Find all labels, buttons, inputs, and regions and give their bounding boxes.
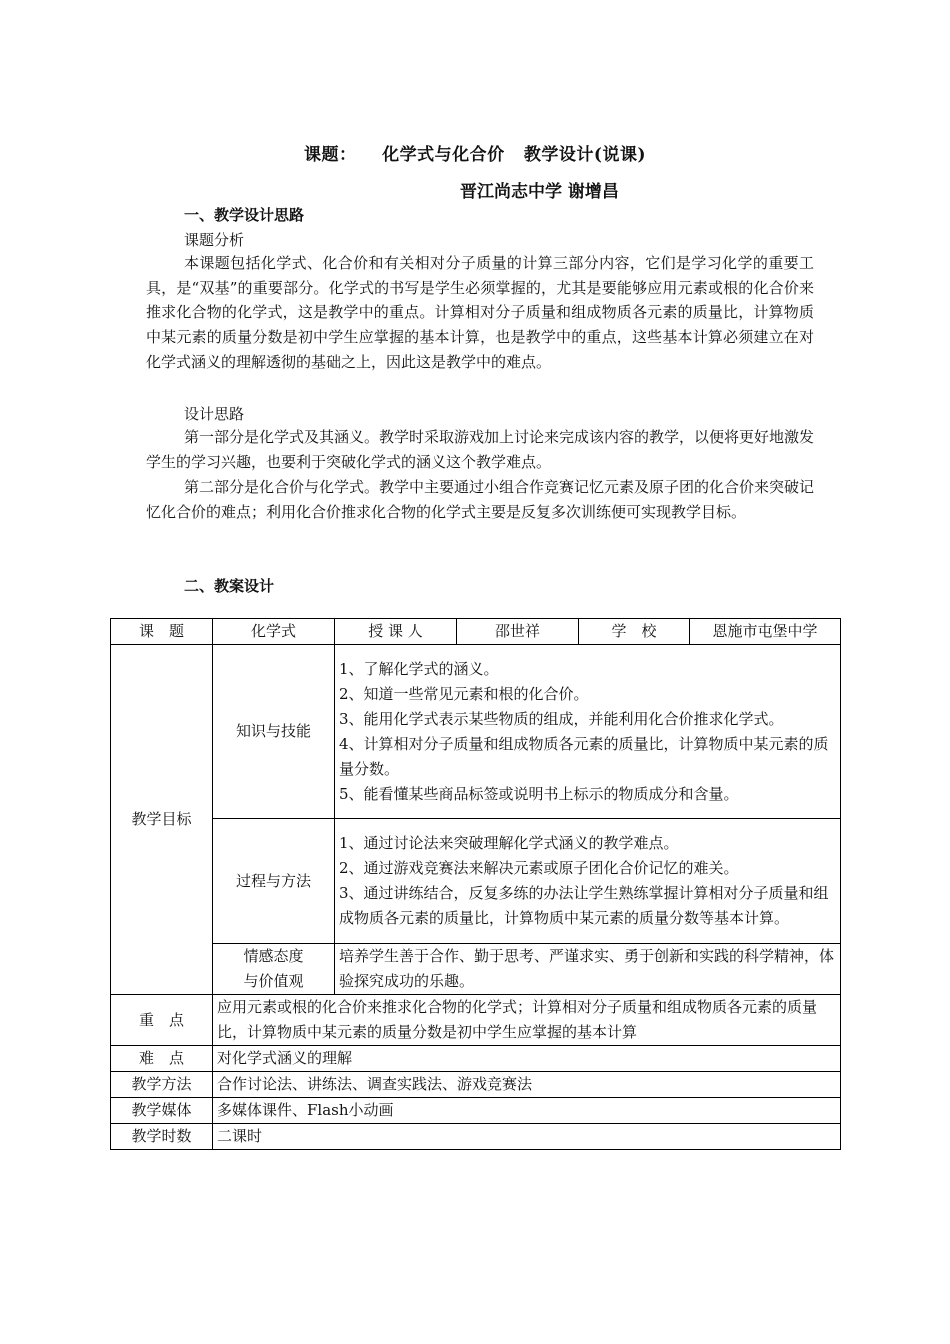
table-row-hours (111, 1124, 841, 1150)
media-label: 教学媒体 (111, 1098, 213, 1124)
table-row-emotion (111, 944, 841, 995)
table-row-header (111, 619, 841, 645)
list-item: 3、能用化学式表示某些物质的组成，并能利用化合价推求化学式。 (339, 709, 784, 728)
emotion-text: 培养学生善于合作、勤于思考、严谨求实、勇于创新和实践的科学精神，体验探究成功的乐趣。 (335, 944, 841, 995)
list-item: 4、计算相对分子质量和组成物质各元素的质量比，计算物质中某元素的质量分数。 (339, 734, 829, 778)
list-item: 2、知道一些常见元素和根的化合价。 (339, 684, 589, 703)
list-item: 1、通过讨论法来突破理解化学式涵义的教学难点。 (339, 834, 679, 852)
process-list (335, 819, 841, 944)
process-label: 过程与方法 (213, 819, 335, 944)
topic-value: 化学式 (213, 619, 335, 645)
table-row-process (111, 819, 841, 944)
section1-heading: 一、教学设计思路 (184, 206, 305, 224)
table-row-difficulty (111, 1046, 841, 1072)
knowledge-list (335, 645, 841, 819)
list-item: 3、通过讲练结合，反复多练的办法让学生熟练掌握计算相对分子质量和组成物质各元素的质量比，计算物质中某元素的质量分数等基本计算。 (339, 884, 829, 927)
method-text: 合作讨论法、讲练法、调查实践法、游戏竞赛法 (213, 1072, 841, 1098)
teacher-label: 授 课 人 (335, 619, 457, 645)
page-title: 课题： 化学式与化合价 教学设计(说课) (303, 145, 646, 165)
teacher-value: 邵世祥 (457, 619, 579, 645)
author-line: 晋江尚志中学 谢增昌 (460, 182, 619, 202)
key-point-label: 重 点 (111, 995, 213, 1046)
analysis-paragraph: 本课题包括化学式、化合价和有关相对分子质量的计算三部分内容，它们是学习化学的重要工具，是“双基”的重要部分。化学式的书写是学生必须掌握的，尤其是要能够应用元素或根的化合价来推求化合物的化学式，这是教学中的重点。计算相对分子质量和组成物质各元素的质量比，计算物质中某元素的质量分数是初中学生应掌握的基本计算，也是教学中的重点，这些基本计算必须建立在对化学式涵义的理解透彻的基础之上，因此这是教学中的难点。 (146, 254, 814, 371)
section2-heading: 二、教案设计 (184, 577, 275, 595)
key-point-text: 应用元素或根的化合价来推求化合物的化学式；计算相对分子质量和组成物质各元素的质量比，计算物质中某元素的质量分数是初中学生应掌握的基本计算 (213, 995, 841, 1046)
table-row-media (111, 1098, 841, 1124)
emotion-label-line1: 情感态度 (243, 947, 304, 965)
school-label: 学 校 (579, 619, 690, 645)
objectives-label: 教学目标 (111, 645, 213, 995)
media-text: 多媒体课件、Flash小动画 (213, 1098, 841, 1124)
emotion-label (213, 944, 335, 995)
table-row-key-point (111, 995, 841, 1046)
list-item: 1、了解化学式的涵义。 (339, 659, 499, 678)
emotion-label-line2: 与价值观 (243, 972, 304, 990)
list-item: 2、通过游戏竞赛法来解决元素或原子团化合价记忆的难关。 (339, 859, 739, 877)
difficulty-text: 对化学式涵义的理解 (213, 1046, 841, 1072)
design-label: 设计思路 (184, 405, 245, 423)
hours-label: 教学时数 (111, 1124, 213, 1150)
difficulty-label: 难 点 (111, 1046, 213, 1072)
hours-text: 二课时 (213, 1124, 841, 1150)
list-item: 5、能看懂某些商品标签或说明书上标示的物质成分和含量。 (339, 784, 739, 803)
school-value: 恩施市屯堡中学 (690, 619, 841, 645)
topic-label: 课 题 (111, 619, 213, 645)
table-row-knowledge (111, 645, 841, 819)
analysis-label: 课题分析 (184, 231, 245, 249)
table-row-method (111, 1072, 841, 1098)
knowledge-label: 知识与技能 (213, 645, 335, 819)
lesson-plan-table (110, 618, 841, 1150)
design-paragraph-2: 第二部分是化合价与化学式。教学中主要通过小组合作竞赛记忆元素及原子团的化合价来突破记忆化合价的难点；利用化合价推求化合物的化学式主要是反复多次训练便可实现教学目标。 (146, 478, 815, 521)
method-label: 教学方法 (111, 1072, 213, 1098)
design-paragraph-1: 第一部分是化学式及其涵义。教学时采取游戏加上讨论来完成该内容的教学，以便将更好地激发学生的学习兴趣，也要利于突破化学式的涵义这个教学难点。 (146, 428, 815, 471)
